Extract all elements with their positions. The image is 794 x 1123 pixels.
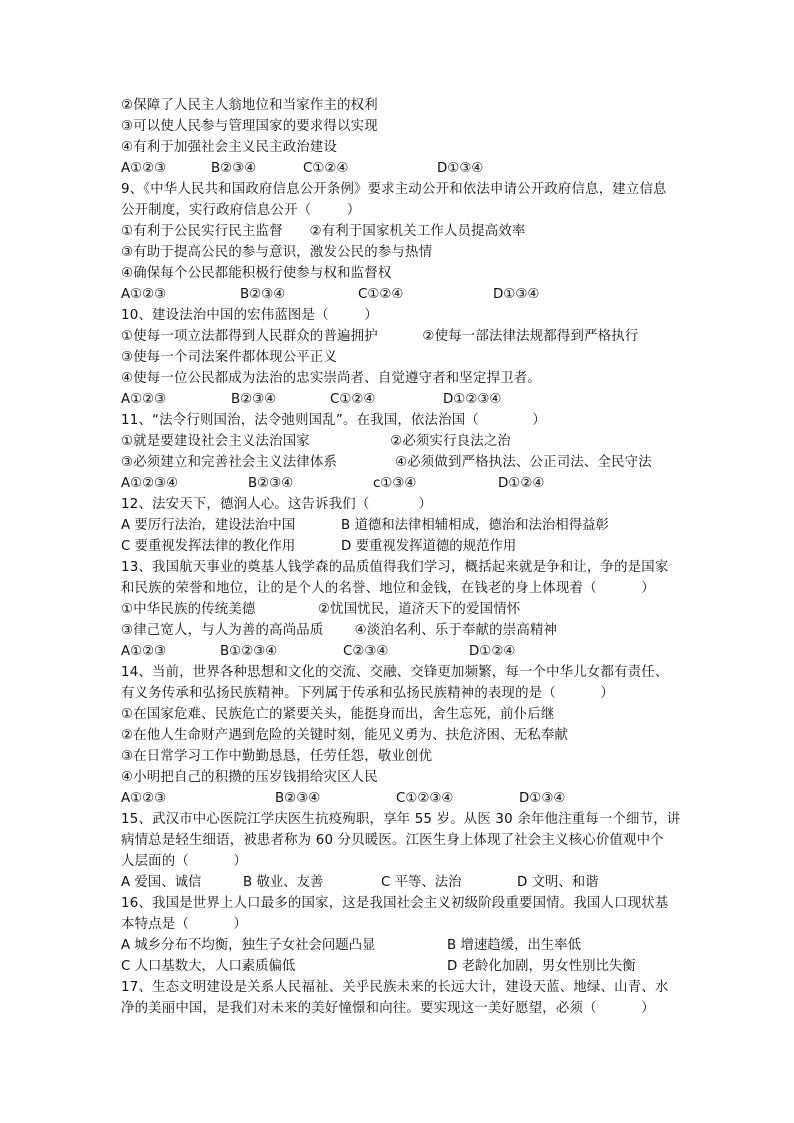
q10-statement-4: ④使每一位公民都成为法治的忠实崇尚者、自觉遵守者和坚定捍卫者。 <box>121 371 541 386</box>
q10-option-b: B②③④ <box>231 392 277 407</box>
q8-statement-4: ④有利于加强社会主义民主政治建设 <box>121 140 338 155</box>
q13-statements-3-4: ③律己宽人，与人为善的高尚品质 ④淡泊名利、乐于奉献的崇高精神 <box>121 623 558 638</box>
q13-option-c: C②③④ <box>343 644 389 659</box>
q14-option-c: C①②③④ <box>396 791 454 806</box>
q14-option-d: D①③④ <box>519 791 566 806</box>
q11-option-a: A①②③④ <box>121 476 179 491</box>
q16-option-c: C 人口基数大，人口素质偏低 <box>121 959 296 974</box>
q16-stem-line-2: 本特点是（ ） <box>121 917 248 932</box>
q9-option-b: B②③④ <box>240 287 286 302</box>
q10-statement-3: ③使每一个司法案件都体现公平正义 <box>121 350 338 365</box>
q15-option-d: D 文明、和谐 <box>517 875 599 890</box>
q13-option-b: B①②③④ <box>220 644 278 659</box>
q9-statement-4: ④确保每个公民都能积极行使参与权和监督权 <box>121 266 392 281</box>
q11-option-b: B②③④ <box>248 476 294 491</box>
q12-stem: 12、法安天下，德润人心。这告诉我们（ ） <box>121 497 433 512</box>
q10-option-d: D①②③④ <box>443 392 502 407</box>
q12-option-a: A 要厉行法治，建设法治中国 <box>121 518 296 533</box>
q11-stem: 11、“法令行则国治，法令弛则国乱”。在我国，依法治国（ ） <box>121 413 546 428</box>
q16-option-d: D 老龄化加剧，男女性别比失衡 <box>447 959 636 974</box>
q8-option-b: B②③④ <box>211 161 257 176</box>
q9-statement-3: ③有助于提高公民的参与意识，激发公民的参与热情 <box>121 245 433 260</box>
q14-option-b: B②③④ <box>275 791 321 806</box>
q8-option-c: C①②④ <box>303 161 349 176</box>
q14-statement-4: ④小明把自己的积攒的压岁钱捐给灾区人民 <box>121 770 378 785</box>
q14-statement-3: ③在日常学习工作中勤勤恳恳，任劳任怨，敬业创优 <box>121 749 433 764</box>
q10-stem: 10、建设法治中国的宏伟蓝图是（ ） <box>121 308 378 323</box>
q12-option-b: B 道德和法律相辅相成，德治和法治相得益彰 <box>341 518 609 533</box>
q12-option-d: D 要重视发挥道德的规范作用 <box>341 539 517 554</box>
q14-option-a: A①②③ <box>121 791 167 806</box>
q13-stem-line-2: 和民族的荣誉和地位，让的是个人的名誉、地位和金钱，在钱老的身上体现着（ ） <box>121 581 655 596</box>
q11-option-c: c①③④ <box>373 476 417 491</box>
q10-option-c: C①②④ <box>330 392 376 407</box>
q17-stem-line-1: 17、生态文明建设是关系人民福祉、关乎民族未来的长远大计，建设天蓝、地绿、山青、水 <box>121 980 669 995</box>
q9-stem-line-2: 公开制度，实行政府信息公开（ ） <box>121 203 361 218</box>
q14-statement-2: ②在他人生命财产遇到危险的关键时刻，能见义勇为、扶危济困、无私奉献 <box>121 728 569 743</box>
q15-option-b: B 敬业、友善 <box>243 875 324 890</box>
q16-option-a: A 城乡分布不均衡，独生子女社会问题凸显 <box>121 938 376 953</box>
q11-statements-3-4: ③必须建立和完善社会主义法律体系 ④必须做到严格执法、公正司法、全民守法 <box>121 455 652 470</box>
q12-option-c: C 要重视发挥法律的教化作用 <box>121 539 296 554</box>
q13-statements-1-2: ①中华民族的传统美德 ②忧国忧民，道济天下的爱国情怀 <box>121 602 521 617</box>
q10-option-a: A①②③ <box>121 392 167 407</box>
q9-stem-line-1: 9、《中华人民共和国政府信息公开条例》要求主动公开和依法申请公开政府信息，建立信息 <box>121 182 667 197</box>
q17-stem-line-2: 净的美丽中国，是我们对未来的美好憧憬和向往。要实现这一美好愿望，必须（ ） <box>121 1001 655 1016</box>
q10-statements-1-2: ①使每一项立法都得到人民群众的普遍拥护 ②使每一部法律法规都得到严格执行 <box>121 329 639 344</box>
q15-option-a: A 爱国、诚信 <box>121 875 202 890</box>
q15-stem-line-3: 人层面的（ ） <box>121 854 248 869</box>
q16-stem-line-1: 16、我国是世界上人口最多的国家，这是我国社会主义初级阶段重要国情。我国人口现状基 <box>121 896 669 911</box>
q14-statement-1: ①在国家危难、民族危亡的紧要关头，能挺身而出，舍生忘死，前仆后继 <box>121 707 555 722</box>
q9-statements-1-2: ①有利于公民实行民主监督 ②有利于国家机关工作人员提高效率 <box>121 224 526 239</box>
q15-stem-line-2: 病情总是轻生细语，被患者称为 60 分贝暖医。江医生身上体现了社会主义核心价值观中个 <box>121 833 664 848</box>
q8-statement-3: ③可以使人民参与管理国家的要求得以实现 <box>121 119 378 134</box>
q9-option-a: A①②③ <box>121 287 167 302</box>
q13-option-d: D①②④ <box>469 644 516 659</box>
q8-option-d: D①③④ <box>437 161 484 176</box>
q9-option-d: D①③④ <box>493 287 540 302</box>
q14-stem-line-1: 14、当前，世界各种思想和文化的交流、交融、交锋更加频繁，每一个中华儿女都有责任、 <box>121 665 669 680</box>
q14-stem-line-2: 有义务传承和弘扬民族精神。下列属于传承和弘扬民族精神的表现的是（ ） <box>121 686 615 701</box>
q8-option-a: A①②③ <box>121 161 167 176</box>
q8-statement-2: ②保障了人民主人翁地位和当家作主的权利 <box>121 98 378 113</box>
q11-option-d: D①②④ <box>498 476 545 491</box>
q11-statements-1-2: ①就是要建设社会主义法治国家 ②必须实行良法之治 <box>121 434 512 449</box>
q9-option-c: C①②④ <box>358 287 404 302</box>
q13-option-a: A①②③ <box>121 644 167 659</box>
q15-option-c: C 平等、法治 <box>381 875 462 890</box>
q13-stem-line-1: 13、我国航天事业的奠基人钱学森的品质值得我们学习，概括起来就是争和让，争的是国家 <box>121 560 669 575</box>
q16-option-b: B 增速趋缓，出生率低 <box>447 938 581 953</box>
q15-stem-line-1: 15、武汉市中心医院江学庆医生抗疫殉职，享年 55 岁。从医 30 余年他注重每一个细节，讲 <box>121 812 681 827</box>
